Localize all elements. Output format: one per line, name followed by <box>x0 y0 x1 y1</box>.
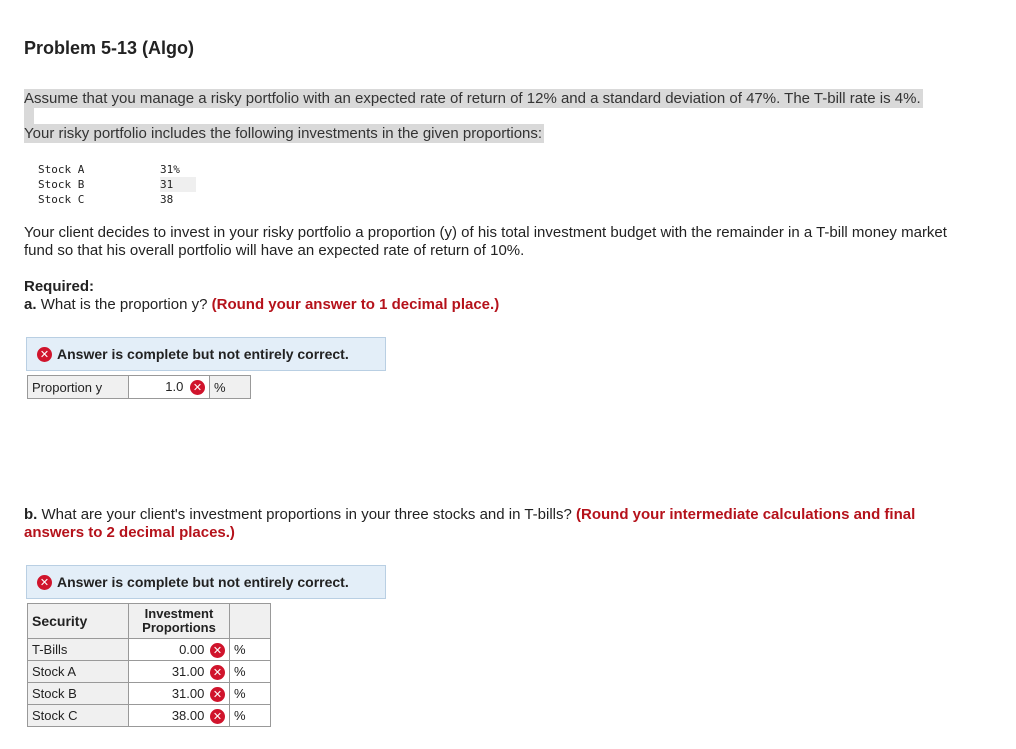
x-circle-icon: ✕ <box>190 380 205 395</box>
proportion-value: 1.0 <box>165 379 184 394</box>
required-label: Required: <box>24 278 95 295</box>
proportion-table <box>27 375 251 399</box>
proportion-value: 31.00 <box>171 685 205 701</box>
client-paragraph: Your client decides to invest in your risky portfolio a proportion (y) of his total investment budget with the remainder in a T-bill money market fund so that his overall portfolio will have an expected rate of return of 10%. <box>24 224 947 259</box>
banner-text: Answer is complete but not entirely correct. <box>57 346 349 362</box>
question-b-text: What are your client's investment proportions in your three stocks and in T-bills? <box>41 506 572 523</box>
unit-label: % <box>230 705 271 727</box>
proportion-label: Proportion y <box>28 376 129 399</box>
x-circle-icon: ✕ <box>210 643 225 658</box>
question-a-prefix: a. <box>24 296 37 313</box>
security-name: Stock C <box>28 705 129 727</box>
x-circle-icon: ✕ <box>210 687 225 702</box>
page-title: Problem 5-13 (Algo) <box>24 38 195 58</box>
table-row <box>28 705 271 727</box>
table-row <box>28 376 251 399</box>
intro-line-1: Assume that you manage a risky portfolio with an expected rate of return of 12% and a standard deviation of 47%. The T-bill rate is 4%. <box>24 90 921 107</box>
table-row <box>28 661 271 683</box>
investment-proportions-table <box>27 603 271 727</box>
x-circle-icon: ✕ <box>210 665 225 680</box>
x-circle-icon: ✕ <box>210 709 225 724</box>
unit-label: % <box>230 683 271 705</box>
question-a-instruction: (Round your answer to 1 decimal place.) <box>211 296 500 313</box>
stock-proportions-list <box>26 162 196 207</box>
proportion-input[interactable] <box>129 705 230 727</box>
answer-status-banner <box>26 565 386 599</box>
header-unit <box>230 604 271 639</box>
question-a-text: What is the proportion y? <box>40 296 208 313</box>
proportion-input[interactable] <box>129 661 230 683</box>
x-circle-icon: ✕ <box>37 347 52 362</box>
stock-value: 38 <box>160 193 174 206</box>
stock-name: Stock A <box>38 163 85 176</box>
header-security: Security <box>28 604 129 639</box>
question-a <box>24 296 499 313</box>
intro-line-2: Your risky portfolio includes the following investments in the given proportions: <box>24 125 543 142</box>
list-item <box>26 192 196 207</box>
header-investment-proportions <box>129 604 230 639</box>
proportion-value: 0.00 <box>179 641 205 657</box>
header-investment-line1: Investment <box>144 606 214 621</box>
stock-value: 31 <box>160 177 196 192</box>
unit-label: % <box>230 639 271 661</box>
proportion-input[interactable] <box>129 639 230 661</box>
list-item <box>26 177 196 192</box>
proportion-value: 38.00 <box>171 707 205 723</box>
banner-text: Answer is complete but not entirely correct. <box>57 574 349 590</box>
stock-name: Stock B <box>38 178 85 191</box>
unit-label: % <box>230 661 271 683</box>
security-name: Stock B <box>28 683 129 705</box>
x-circle-icon: ✕ <box>37 575 52 590</box>
proportion-input[interactable] <box>129 683 230 705</box>
question-b <box>24 506 974 542</box>
proportion-input[interactable] <box>129 376 210 399</box>
list-item <box>26 162 196 177</box>
security-name: Stock A <box>28 661 129 683</box>
header-investment-line2: Proportions <box>142 620 216 635</box>
stock-name: Stock C <box>38 193 85 206</box>
table-header-row <box>28 604 271 639</box>
proportion-value: 31.00 <box>171 663 205 679</box>
unit-label: % <box>210 376 251 399</box>
table-row <box>28 683 271 705</box>
security-name: T-Bills <box>28 639 129 661</box>
question-b-instruction: (Round your intermediate calculations and final answers to 2 decimal places.) <box>24 506 916 541</box>
answer-status-banner <box>26 337 386 371</box>
question-b-prefix: b. <box>24 506 38 523</box>
table-row <box>28 639 271 661</box>
stock-value: 31% <box>160 163 180 176</box>
